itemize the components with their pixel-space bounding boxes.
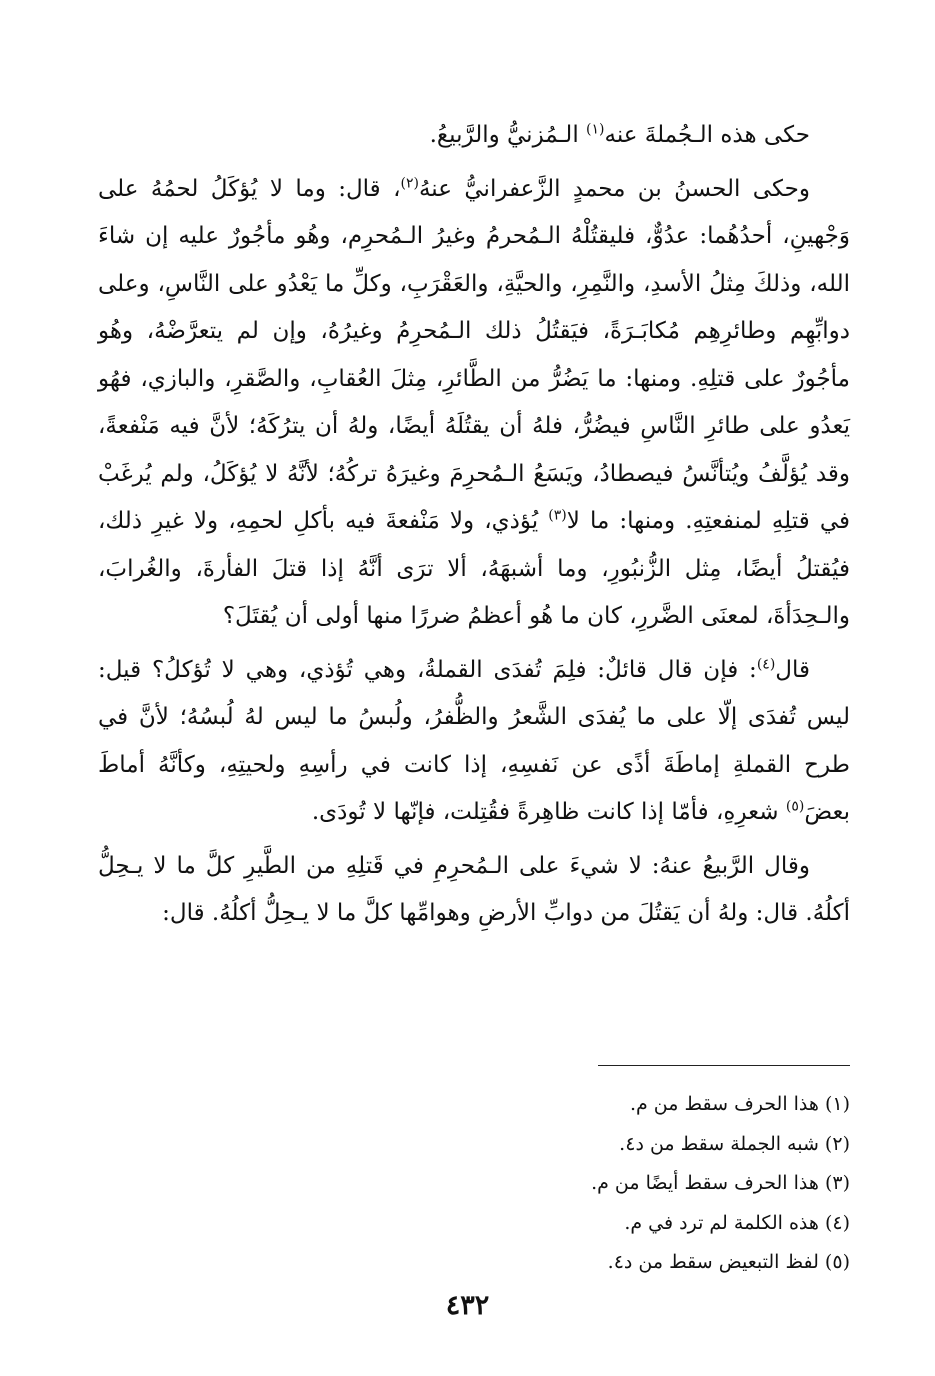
paragraph-3 — [98, 647, 850, 837]
paragraph-2 — [98, 166, 850, 641]
main-text-body — [98, 112, 850, 944]
text-run: وحكى الحسنُ بن محمدٍ الزَّعفرانيُّ عنهُ — [418, 175, 810, 202]
text-run: شعرِهِ، فأمّا إذا كانت ظاهِرةً فقُتِلت، فإنّها لا تُودَى. — [311, 799, 786, 825]
footnote-reference[interactable]: (٤) — [756, 655, 776, 672]
text-run: وقال الرَّبيعُ عنهُ: لا شيءَ على الـمُحرِمِ في قَتلِهِ من الطَّيرِ كلَّ ما لا يـحِلُّ أكلُهُ. قال: ولهُ أن يَقتُلَ من دوابِّ الأرضِ وهوامِّها كلَّ ما لا يـحِلُّ أكلُهُ. قال: — [98, 852, 850, 926]
paragraph-4 — [98, 843, 850, 938]
footnote-4: (٤) هذه الكلمة لم ترد في م. — [624, 1211, 850, 1234]
footnote-1: (١) هذا الحرف سقط من م. — [629, 1093, 850, 1115]
footnotes-section — [98, 1085, 850, 1283]
footnote-3: (٣) هذا الحرف سقط أيضًا من م. — [591, 1172, 850, 1194]
footnote-reference[interactable]: (٥) — [785, 798, 805, 815]
page-number: ٤٣٢ — [445, 1290, 490, 1321]
text-run: الـمُزنيُّ والرَّبيعُ. — [429, 122, 587, 148]
text-run: : فإن قال قائلٌ: فلِمَ تُفدَى القملةُ، وهي تُؤذي، وهي لا تُؤكلُ؟ قيل: ليس تُفدَى إلّا على ما يُفدَى الشَّعرُ والظُّفرُ، ولُبسُ ما ليس لهُ لُبسُهُ؛ لأنَّ في طرح القملةِ إماطَةَ أذًى عن نَفسِهِ، إذا كانت في رأسِهِ ولحيتِهِ، وكأنَّهُ أماطَ بعضَ — [98, 656, 850, 825]
footnote-5: (٥) لفظ التبعيض سقط من د٤. — [607, 1251, 850, 1273]
footnote-2: (٢) شبه الجملة سقط من د٤. — [619, 1132, 850, 1155]
footnote-reference[interactable]: (٣) — [548, 507, 567, 524]
footnote-reference[interactable]: (٢) — [400, 174, 419, 191]
paragraph-1 — [98, 112, 850, 160]
text-run: قال — [775, 656, 810, 683]
footnote-reference[interactable]: (١) — [586, 121, 605, 138]
text-run: ، قال: وما لا يُؤكَلُ لحمُهُ على وَجْهينِ، أحدُهُما: عدُوٌّ، فليقتُلْهُ الـمُحرمُ وغيرُ الـمُحرِم، وهُو مأجُورٌ عليه إن شاءَ الله، وذلكَ مِثلُ الأسدِ، والنَّمِرِ، والحيَّةِ، والعَقْرَبِ، وكلِّ ما يَعْدُو على النَّاسِ، وعلى دوابِّهِم وطائرِهِم مُكابَـرَةً، فيَقتُلُ ذلك الـمُحرِمُ وغيرُهُ، وإن لم يتعرَّضْهُ، وهُو مأجُورٌ على قتلِهِ. ومنها: ما يَضُرُّ من الطَّائرِ، مِثلَ العُقابِ، والصَّقرِ، والبازي، فهُو يَعدُو على طائرِ النَّاسِ فيضُرُّ، فلهُ أن يقتُلَهُ أيضًا، ولهُ أن يترُكَهُ؛ لأنَّ فيه مَنْفعةً، وقد يُؤلَّفُ ويُتأنَّسُ فيصطادُ، ويَسَعُ الـمُحرِمَ وغيرَهُ تركُهُ؛ لأنَّهُ لا يُؤكَلُ، ولم يُرغَبْ في قتلِهِ لمنفعتِهِ. ومنها: ما لا — [98, 175, 850, 534]
footnote-divider — [598, 1065, 850, 1066]
text-run: يُؤذي، ولا مَنْفعةَ فيه بأكلِ لحمِهِ، ولا غيرِ ذلك، فيُقتلُ أيضًا، مِثل الزُّنبُورِ، وما أشبهَهُ، ألا ترَى أنَّهُ إذا قتلَ الفأرةَ، والغُرابَ، والـحِدَأةَ، لمعنَى الضَّررِ، كان ما هُو أعظمُ ضررًا منها أولى أن يُقتَلَ؟ — [98, 508, 850, 629]
text-run: حكى هذه الـجُملةَ عنه — [604, 122, 810, 148]
